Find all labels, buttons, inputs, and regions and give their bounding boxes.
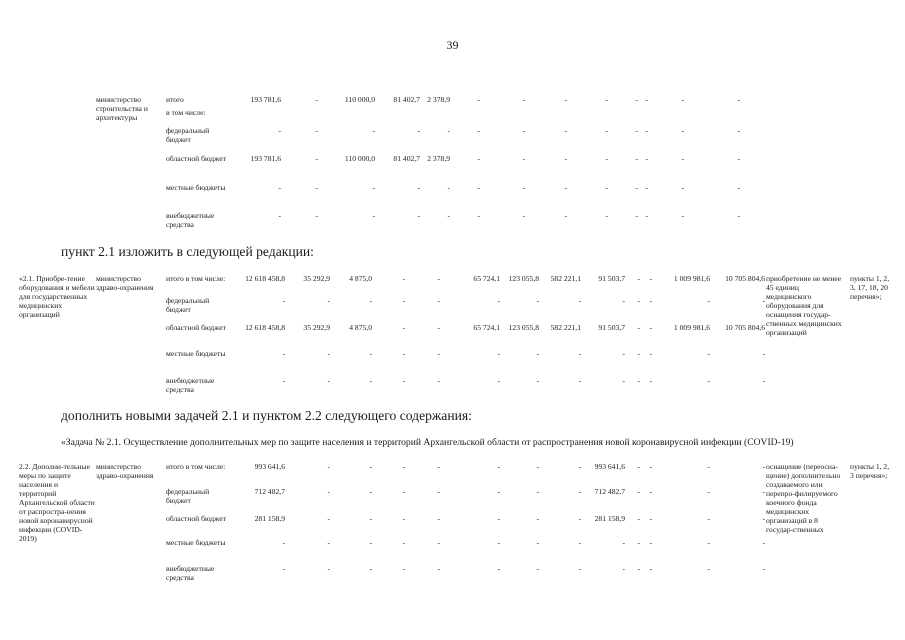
- table-cell: -: [282, 564, 285, 573]
- table-cell: -: [681, 183, 684, 192]
- table-cell: -: [437, 376, 440, 385]
- table-cell: -: [315, 126, 318, 135]
- table-cell: -: [649, 296, 652, 305]
- table-cell: 281 158,9: [594, 514, 625, 523]
- table-cell: -: [437, 296, 440, 305]
- table-cell: 1 009 981,6: [673, 323, 710, 332]
- table-cell: -: [536, 564, 539, 573]
- table-cell: -: [578, 296, 581, 305]
- refs-label: пункты 1, 2, 3 перечня»;: [850, 462, 890, 480]
- item-label: 2.2. Дополни-тельные меры по защите населения и территорий Архангельской области от распростра-нения новой коронавирусной инфекции (COVID-2019): [19, 462, 95, 543]
- table-cell: 281 158,9: [254, 514, 285, 523]
- result-label: оснащение (переосна-щение) дополнительно создаваемого или перепро-филируемого коечного фонда медицинских организаций в 8 государ-ственных: [766, 462, 841, 534]
- table-cell: -: [649, 514, 652, 523]
- table-cell: -: [578, 538, 581, 547]
- table-cell: 12 618 458,8: [245, 323, 285, 332]
- table-cell: -: [327, 376, 330, 385]
- table-cell: 10 705 804,6: [725, 274, 765, 283]
- table-cell: -: [681, 211, 684, 220]
- table-cell: -: [477, 211, 480, 220]
- row-label: местные бюджеты: [166, 349, 226, 358]
- table-cell: 91 503,7: [598, 274, 625, 283]
- table-cell: -: [369, 564, 372, 573]
- table-cell: -: [402, 296, 405, 305]
- table-cell: -: [564, 95, 567, 104]
- table-cell: -: [282, 349, 285, 358]
- table-cell: -: [637, 376, 640, 385]
- table-cell: 81 402,7: [393, 154, 420, 163]
- table-cell: -: [369, 487, 372, 496]
- table-cell: -: [605, 126, 608, 135]
- table-cell: -: [762, 487, 765, 496]
- table-cell: -: [327, 564, 330, 573]
- row-label: федеральный бюджет: [166, 126, 210, 144]
- row-label: итого в том числе:: [166, 274, 226, 283]
- table-cell: 193 781,6: [250, 154, 281, 163]
- table-cell: -: [497, 296, 500, 305]
- table-cell: -: [369, 514, 372, 523]
- table-cell: -: [437, 564, 440, 573]
- table-cell: -: [497, 376, 500, 385]
- table-cell: -: [522, 211, 525, 220]
- table-cell: 993 641,6: [254, 462, 285, 471]
- table-cell: -: [497, 514, 500, 523]
- table-cell: 81 402,7: [393, 95, 420, 104]
- table-cell: -: [737, 211, 740, 220]
- table-cell: 65 724,1: [473, 274, 500, 283]
- table-cell: -: [737, 154, 740, 163]
- table-cell: -: [402, 349, 405, 358]
- table-cell: -: [327, 538, 330, 547]
- table-cell: -: [402, 462, 405, 471]
- table-cell: -: [437, 487, 440, 496]
- org-label: министерство здраво-охранения: [96, 274, 154, 292]
- table-cell: -: [564, 183, 567, 192]
- table-cell: -: [645, 95, 648, 104]
- table-cell: -: [536, 538, 539, 547]
- table-cell: -: [522, 126, 525, 135]
- table-cell: 110 000,0: [344, 95, 375, 104]
- table-cell: -: [417, 211, 420, 220]
- table-cell: -: [635, 211, 638, 220]
- table-cell: -: [402, 538, 405, 547]
- table-cell: 712 482,7: [254, 487, 285, 496]
- table-cell: -: [402, 514, 405, 523]
- table-cell: -: [637, 514, 640, 523]
- table-cell: -: [447, 126, 450, 135]
- table-cell: -: [437, 538, 440, 547]
- table-cell: -: [605, 183, 608, 192]
- table-cell: 35 292,9: [303, 323, 330, 332]
- table-cell: -: [437, 274, 440, 283]
- table-cell: -: [477, 95, 480, 104]
- table-cell: -: [578, 462, 581, 471]
- table-cell: -: [649, 564, 652, 573]
- table-cell: -: [402, 323, 405, 332]
- table-cell: -: [762, 349, 765, 358]
- table-cell: -: [327, 514, 330, 523]
- refs-label: пункты 1, 2, 3, 17, 18, 20 перечня»;: [850, 274, 890, 301]
- table-cell: -: [327, 487, 330, 496]
- table-cell: -: [369, 538, 372, 547]
- table-cell: -: [578, 349, 581, 358]
- row-label: федеральный бюджет: [166, 487, 210, 505]
- table-cell: -: [737, 95, 740, 104]
- table-cell: -: [637, 296, 640, 305]
- row-label: областной бюджет: [166, 323, 226, 332]
- table-cell: -: [327, 349, 330, 358]
- table-cell: -: [497, 538, 500, 547]
- table-cell: -: [447, 211, 450, 220]
- table-cell: -: [622, 564, 625, 573]
- table-cell: -: [536, 349, 539, 358]
- table-cell: -: [762, 514, 765, 523]
- row-label: федеральный бюджет: [166, 296, 210, 314]
- table-cell: 123 055,8: [508, 274, 539, 283]
- row-label: внебюджетные средства: [166, 211, 215, 229]
- table-cell: -: [497, 487, 500, 496]
- table-cell: -: [282, 538, 285, 547]
- table-cell: -: [649, 349, 652, 358]
- row-label: итого в том числе:: [166, 462, 226, 471]
- table-cell: -: [437, 323, 440, 332]
- table-cell: -: [315, 95, 318, 104]
- row-label: итого: [166, 95, 184, 104]
- table-cell: -: [372, 183, 375, 192]
- table-cell: -: [622, 376, 625, 385]
- table-cell: -: [762, 462, 765, 471]
- table-cell: -: [369, 296, 372, 305]
- table-cell: -: [637, 538, 640, 547]
- table-cell: -: [635, 183, 638, 192]
- page-number: 39: [446, 38, 459, 52]
- row-label: местные бюджеты: [166, 538, 226, 547]
- table-cell: 2 378,9: [427, 95, 450, 104]
- row-label: областной бюджет: [166, 154, 226, 163]
- table-cell: -: [315, 154, 318, 163]
- table-cell: -: [645, 211, 648, 220]
- table-cell: -: [282, 296, 285, 305]
- section-heading-2: дополнить новыми задачей 2.1 и пунктом 2.2 следующего содержания:: [61, 408, 472, 423]
- table-cell: -: [649, 274, 652, 283]
- table-cell: -: [278, 183, 281, 192]
- table-cell: -: [536, 487, 539, 496]
- table-cell: -: [645, 183, 648, 192]
- table-cell: -: [635, 126, 638, 135]
- table-cell: -: [635, 95, 638, 104]
- task-title: «Задача № 2.1. Осуществление дополнительных мер по защите населения и территорий Архангельской области от распространения новой коронавирусной инфекции (COVID-19): [61, 437, 794, 448]
- table-cell: -: [564, 154, 567, 163]
- table-cell: -: [402, 564, 405, 573]
- table-cell: -: [637, 274, 640, 283]
- table-cell: -: [707, 514, 710, 523]
- table-cell: -: [497, 462, 500, 471]
- item-label: «2.1. Приобре-тение оборудования и мебели для государственных медицинских организаций: [19, 274, 95, 319]
- table-cell: 712 482,7: [594, 487, 625, 496]
- table-cell: -: [497, 564, 500, 573]
- table-cell: -: [578, 564, 581, 573]
- table-cell: -: [402, 274, 405, 283]
- table-cell: -: [447, 183, 450, 192]
- table-cell: -: [635, 154, 638, 163]
- table-cell: -: [681, 154, 684, 163]
- table-cell: -: [536, 376, 539, 385]
- table-cell: -: [522, 154, 525, 163]
- table-cell: -: [645, 154, 648, 163]
- row-label: внебюджетные средства: [166, 376, 215, 394]
- table-cell: -: [707, 296, 710, 305]
- table-cell: 35 292,9: [303, 274, 330, 283]
- table-cell: -: [372, 126, 375, 135]
- table-cell: -: [637, 462, 640, 471]
- table-cell: -: [369, 376, 372, 385]
- table-cell: 582 221,1: [550, 274, 581, 283]
- row-label: внебюджетные средства: [166, 564, 215, 582]
- table-cell: -: [578, 487, 581, 496]
- table-cell: -: [637, 487, 640, 496]
- table-cell: -: [315, 183, 318, 192]
- table-cell: -: [605, 95, 608, 104]
- table-cell: -: [402, 487, 405, 496]
- table-cell: -: [605, 154, 608, 163]
- table-cell: -: [477, 183, 480, 192]
- table-cell: -: [564, 211, 567, 220]
- org-label: министерство здраво-охранения: [96, 462, 154, 480]
- table-cell: -: [417, 183, 420, 192]
- table-cell: -: [762, 296, 765, 305]
- table-cell: -: [564, 126, 567, 135]
- table-cell: -: [522, 95, 525, 104]
- result-label: приобретение не менее 45 единиц медицинского оборудования для оснащения государ-ственных медицинских организаций: [766, 274, 842, 337]
- table-cell: -: [497, 349, 500, 358]
- table-cell: -: [536, 296, 539, 305]
- table-cell: 123 055,8: [508, 323, 539, 332]
- table-cell: -: [437, 349, 440, 358]
- row-label: местные бюджеты: [166, 183, 226, 192]
- table-cell: -: [327, 462, 330, 471]
- table-cell: 1 009 981,6: [673, 274, 710, 283]
- table-cell: -: [278, 126, 281, 135]
- table-cell: 993 641,6: [594, 462, 625, 471]
- table-cell: -: [649, 323, 652, 332]
- table-cell: -: [622, 538, 625, 547]
- table-cell: -: [649, 376, 652, 385]
- row-label: областной бюджет: [166, 514, 226, 523]
- table-cell: -: [762, 376, 765, 385]
- table-cell: -: [402, 376, 405, 385]
- table-cell: 4 875,0: [349, 323, 372, 332]
- section-heading-1: пункт 2.1 изложить в следующей редакции:: [61, 244, 314, 259]
- table-cell: -: [578, 376, 581, 385]
- table-cell: -: [315, 211, 318, 220]
- row-label: в том числе:: [166, 108, 206, 117]
- table-cell: -: [649, 462, 652, 471]
- table-cell: -: [737, 183, 740, 192]
- table-cell: -: [578, 514, 581, 523]
- table-cell: -: [369, 349, 372, 358]
- table-cell: -: [707, 564, 710, 573]
- table-cell: -: [282, 376, 285, 385]
- table-cell: 582 221,1: [550, 323, 581, 332]
- table-cell: -: [762, 564, 765, 573]
- table-cell: -: [737, 126, 740, 135]
- table-cell: 65 724,1: [473, 323, 500, 332]
- table-cell: 4 875,0: [349, 274, 372, 283]
- table-cell: -: [278, 211, 281, 220]
- table-cell: -: [522, 183, 525, 192]
- table-cell: -: [649, 487, 652, 496]
- table-cell: -: [477, 126, 480, 135]
- table-cell: 110 000,0: [344, 154, 375, 163]
- table-cell: -: [622, 349, 625, 358]
- table-cell: -: [327, 296, 330, 305]
- table-cell: -: [762, 538, 765, 547]
- table-cell: -: [637, 564, 640, 573]
- org-label: министерство строительства и архитектуры: [96, 95, 148, 122]
- table-cell: -: [417, 126, 420, 135]
- table-cell: -: [622, 296, 625, 305]
- table-cell: -: [437, 514, 440, 523]
- table-cell: -: [707, 487, 710, 496]
- table-cell: -: [637, 323, 640, 332]
- table-cell: -: [536, 514, 539, 523]
- table-cell: -: [637, 349, 640, 358]
- table-cell: -: [707, 376, 710, 385]
- table-cell: -: [369, 462, 372, 471]
- table-cell: -: [536, 462, 539, 471]
- table-cell: -: [649, 538, 652, 547]
- table-cell: -: [477, 154, 480, 163]
- table-cell: 10 705 804,6: [725, 323, 765, 332]
- table-cell: -: [605, 211, 608, 220]
- table-cell: 12 618 458,8: [245, 274, 285, 283]
- table-cell: -: [707, 349, 710, 358]
- table-cell: 2 378,9: [427, 154, 450, 163]
- table-cell: 91 503,7: [598, 323, 625, 332]
- table-cell: -: [681, 95, 684, 104]
- table-cell: -: [645, 126, 648, 135]
- table-cell: 193 781,6: [250, 95, 281, 104]
- table-cell: -: [372, 211, 375, 220]
- table-cell: -: [707, 462, 710, 471]
- table-cell: -: [707, 538, 710, 547]
- table-cell: -: [437, 462, 440, 471]
- table-cell: -: [681, 126, 684, 135]
